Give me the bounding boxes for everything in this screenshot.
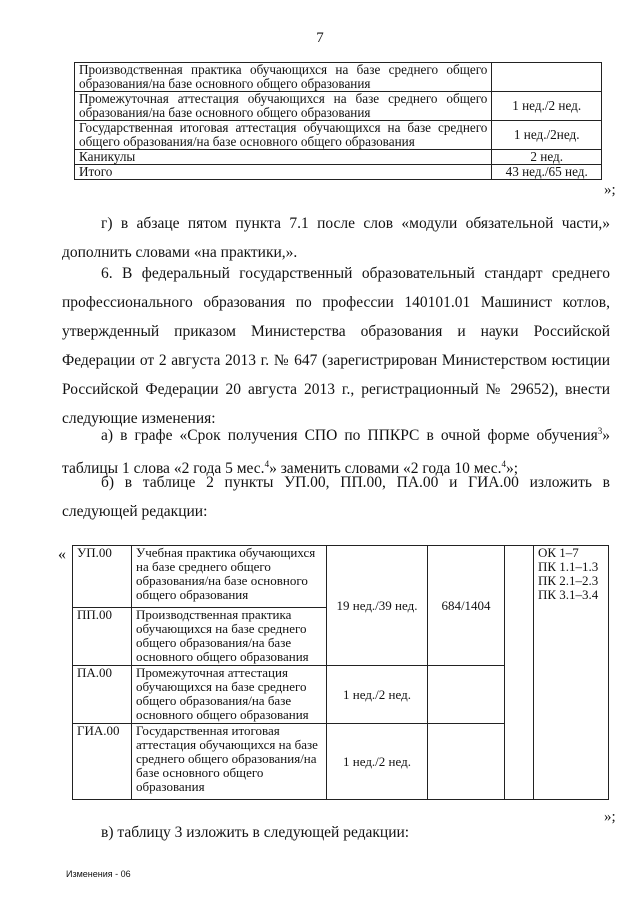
table-cell-code: ПА.00 (73, 666, 132, 724)
competency-item: ПК 2.1–2.3 (538, 573, 599, 588)
table-cell-duration: 19 нед./39 нед. (327, 546, 428, 666)
table-cell-name: Итого (75, 165, 492, 180)
paragraph-g: г) в абзаце пятом пункта 7.1 после слов «модули обязательной части,» дополнить словами «на практики,». (62, 215, 610, 261)
paragraph-a-text: »; (506, 460, 519, 478)
paragraph-a-text: » таблицы 1 слова «2 года 5 мес. (62, 427, 610, 478)
table-cell-code: ГИА.00 (73, 724, 132, 800)
table-cell-name: Государственная итоговая аттестация обучающихся на базе среднего общего образования/на базе основного общего образования (75, 121, 492, 150)
table-cell-hours (428, 666, 505, 724)
table-cell-name: Промежуточная аттестация обучающихся на базе среднего общего образования/на базе основного общего образования (132, 666, 327, 724)
table-practice-units (72, 545, 609, 800)
table-cell-code: УП.00 (73, 546, 132, 608)
table-row (75, 150, 602, 165)
paragraph-b: б) в таблице 2 пункты УП.00, ПП.00, ПА.00 и ГИА.00 изложить в следующей редакции: (62, 474, 610, 520)
table-cell-hours (428, 724, 505, 800)
table-cell-name: Каникулы (75, 150, 492, 165)
table-row (75, 121, 602, 150)
table-cell-name: Учебная практика обучающихся на базе среднего общего образования/на базе основного общего образования (132, 546, 327, 608)
table-row (75, 63, 602, 92)
table-cell-empty (505, 546, 534, 800)
table-practice-summary (74, 62, 602, 180)
table-cell-value: 1 нед./2нед. (492, 121, 602, 150)
table-row (75, 92, 602, 121)
competency-item: ПК 1.1–1.3 (538, 559, 599, 574)
paragraph-v: в) таблицу 3 изложить в следующей редакции: (101, 824, 410, 841)
table-cell-value: 2 нед. (492, 150, 602, 165)
table-cell-value (492, 63, 602, 92)
table-cell-code: ПП.00 (73, 608, 132, 666)
paragraph-6: 6. В федеральный государственный образовательный стандарт среднего профессионального образования по профессии 140101.01 Машинист котлов, утвержденный приказом Министерства образования и науки Российской Федерации от 2 августа 2013 г. № 647 (зарегистрирован Министерством юстиции Российской Федерации 20 августа 2013 г., регистрационный № 29652), внести следующие изменения: (62, 265, 610, 427)
competency-item: ПК 3.1–3.4 (538, 587, 599, 602)
table-cell-name: Производственная практика обучающихся на базе среднего общего образования/на базе основного общего образования (75, 63, 492, 92)
table-cell-duration: 1 нед./2 нед. (327, 724, 428, 800)
table-cell-name: Государственная итоговая аттестация обучающихся на базе среднего общего образования/на базе основного общего образования (132, 724, 327, 800)
table-row (73, 546, 609, 608)
table-cell-name: Производственная практика обучающихся на базе среднего общего образования/на базе основного общего образования (132, 608, 327, 666)
table2-opening-quote: « (58, 546, 66, 563)
table-cell-value: 1 нед./2 нед. (492, 92, 602, 121)
paragraph-a-text: а) в графе «Срок получения СПО по ППКРС в очной форме обучения (101, 427, 598, 445)
table2-closing-quote: »; (604, 809, 616, 825)
competency-item: ОК 1–7 (538, 545, 579, 560)
table-cell-value: 43 нед./65 нед. (492, 165, 602, 180)
footnote-ref: 3 (597, 426, 603, 436)
table-cell-competencies (534, 546, 609, 800)
footer-note: Изменения - 06 (66, 869, 131, 879)
table1-closing-quote: »; (604, 182, 616, 198)
table-cell-duration: 1 нед./2 нед. (327, 666, 428, 724)
footnote-ref: 4 (501, 459, 507, 470)
footnote-ref: 4 (264, 459, 270, 470)
table-cell-name: Промежуточная аттестация обучающихся на базе среднего общего образования/на базе основного общего образования (75, 92, 492, 121)
page-number: 7 (316, 30, 324, 46)
table-row (75, 165, 602, 180)
table-cell-hours: 684/1404 (428, 546, 505, 666)
paragraph-a-text: » заменить словами «2 года 10 мес. (269, 460, 502, 478)
